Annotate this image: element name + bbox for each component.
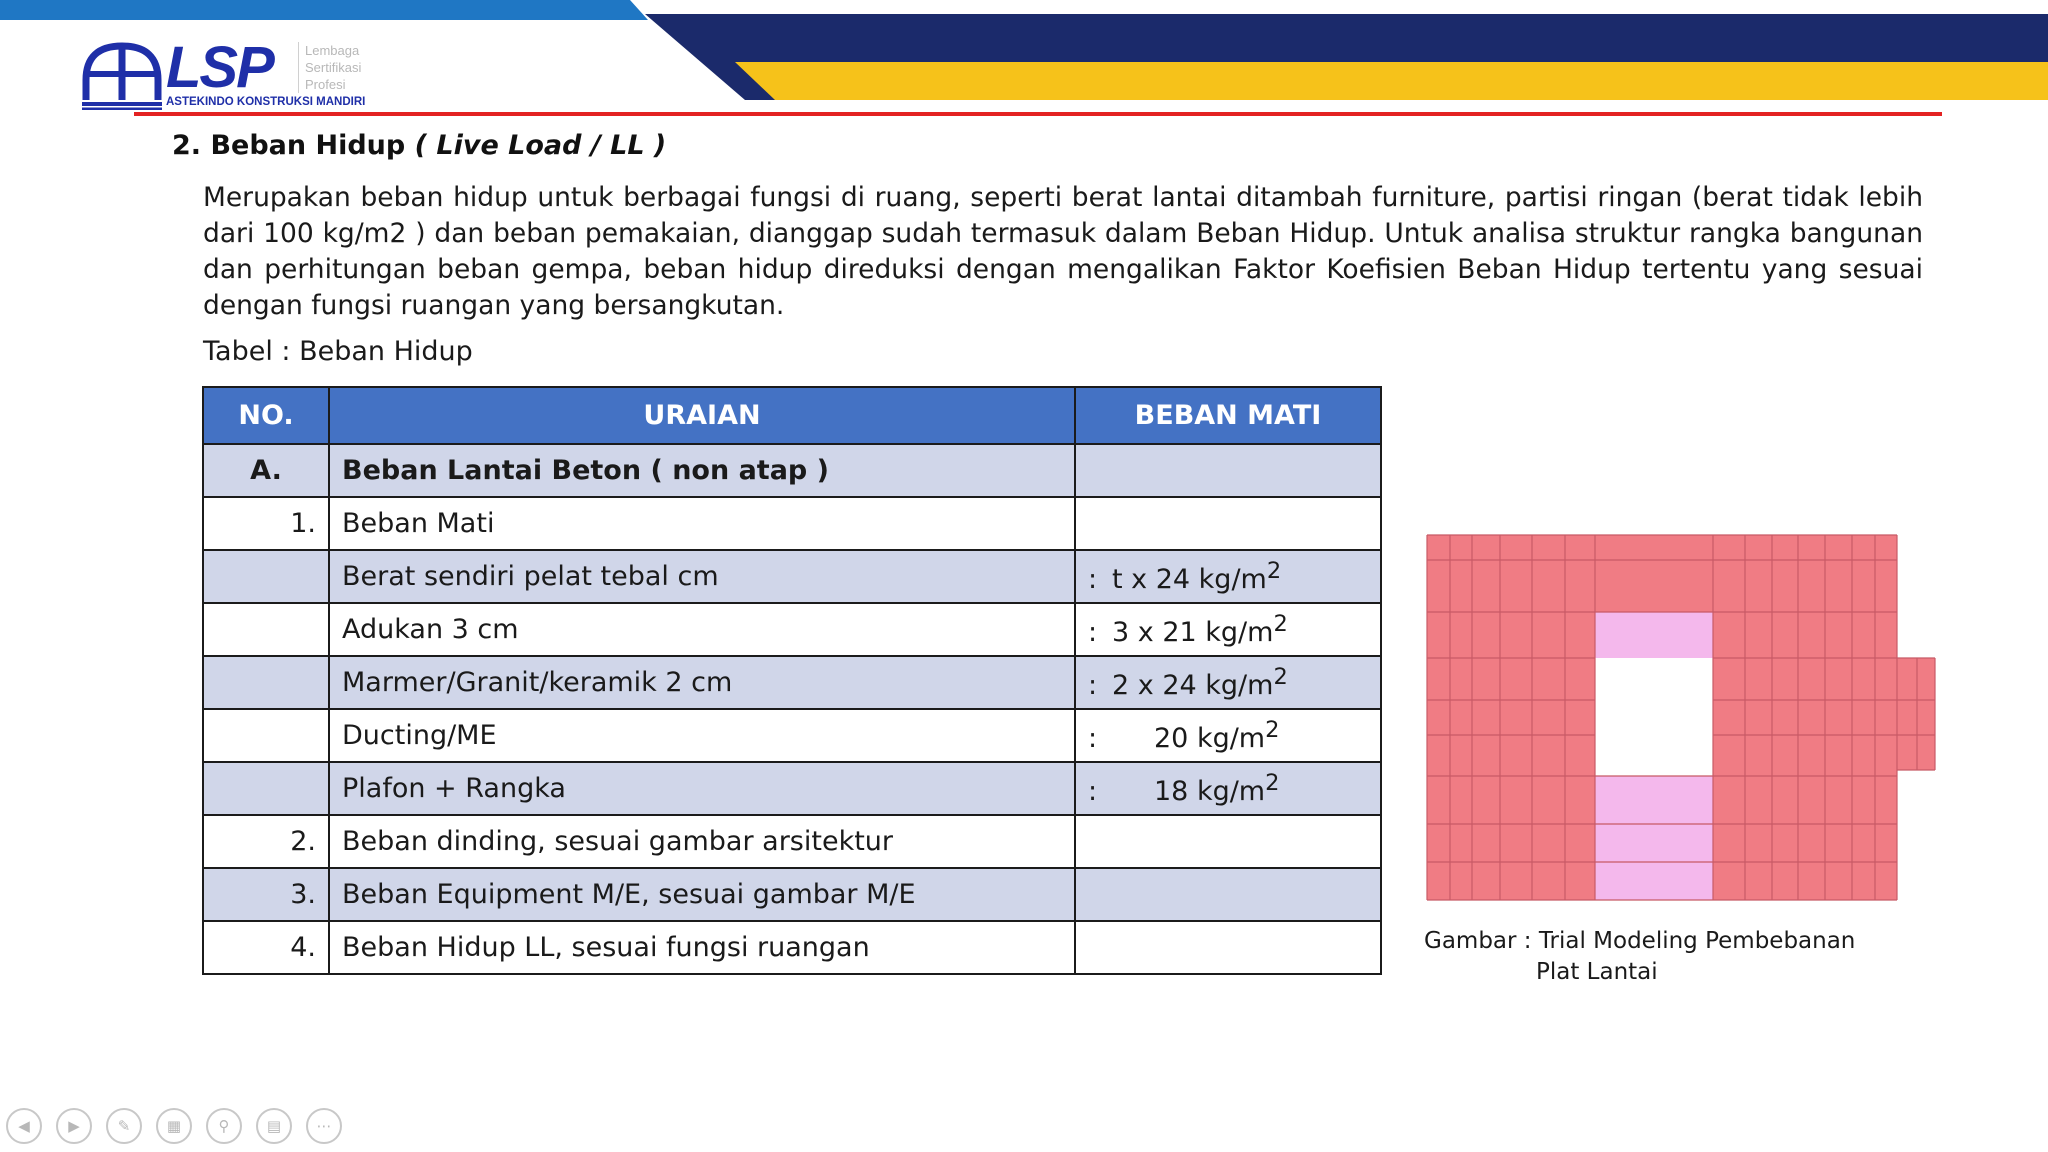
slides-icon[interactable]: ▦ — [156, 1108, 192, 1144]
pink-slab-panel — [1595, 824, 1713, 862]
zoom-icon[interactable]: ⚲ — [206, 1108, 242, 1144]
live-load-table — [202, 386, 1382, 975]
table-row: Adukan 3 cm : 3 x 21 $kg/m^2$ — [203, 603, 1381, 656]
lsp-logo — [80, 35, 380, 114]
pink-slab-panel — [1595, 612, 1713, 658]
header-beban: BEBAN MATI — [1075, 387, 1381, 444]
prev-icon[interactable]: ◀ — [6, 1108, 42, 1144]
table-caption: Tabel : Beban Hidup — [203, 336, 473, 367]
header-blue-stripe — [0, 0, 648, 20]
table-row: 1. Beban Mati — [203, 497, 1381, 550]
table-row: Ducting/ME : 20 $kg/m^2$ — [203, 709, 1381, 762]
header-divider — [134, 112, 1942, 116]
table-header-row — [203, 387, 1381, 444]
section-title: 2. Beban Hidup ( Live Load / LL ) — [172, 130, 667, 161]
pen-icon[interactable]: ✎ — [106, 1108, 142, 1144]
table-row: 2. Beban dinding, sesuai gambar arsitektur — [203, 815, 1381, 868]
figure-caption: Gambar : Trial Modeling Pembebanan Plat Lantai — [1424, 928, 1856, 985]
slab-grid — [1427, 535, 1935, 900]
subtitle-icon[interactable]: ▤ — [256, 1108, 292, 1144]
intro-paragraph: Merupakan beban hidup untuk berbagai fungsi di ruang, seperti berat lantai ditambah furniture, partisi ringan (berat tidak lebih dari 100 kg/m2 ) dan beban pemakaian, dianggap sudah termasuk dalam Beban Hidup. Untuk analisa struktur rangka bangunan dan perhitungan beban gempa, beban hidup direduksi dengan mengalikan Faktor Koefisien Beban Hidup tertentu yang sesuai dengan fungsi ruangan yang bersangkutan. — [203, 182, 1923, 321]
table-row: Berat sendiri pelat tebal cm : t x 24 $kg/m^2$ — [203, 550, 1381, 603]
slab-opening — [1595, 658, 1713, 776]
table-row: A. Beban Lantai Beton ( non atap ) — [203, 444, 1381, 497]
logo-org-name: ASTEKINDO KONSTRUKSI MANDIRI — [166, 96, 366, 108]
header-gold-band — [735, 62, 2048, 100]
table-row: Plafon + Rangka : 18 $kg/m^2$ — [203, 762, 1381, 815]
logo-arch-icon — [80, 40, 164, 110]
logo-side-text: Lembaga Sertifikasi Profesi — [298, 42, 361, 93]
table-row: 3. Beban Equipment M/E, sesuai gambar M/E — [203, 868, 1381, 921]
logo-text: LSP — [166, 35, 273, 100]
header-uraian: URAIAN — [329, 387, 1075, 444]
table-row: Marmer/Granit/keramik 2 cm : 2 x 24 $kg/m^2$ — [203, 656, 1381, 709]
next-icon[interactable]: ▶ — [56, 1108, 92, 1144]
slab-loading-model-figure — [1420, 530, 1948, 910]
pink-slab-panel — [1595, 776, 1713, 824]
pink-slab-panel — [1595, 862, 1713, 900]
table-row: 4. Beban Hidup LL, sesuai fungsi ruangan — [203, 921, 1381, 974]
header-no: NO. — [203, 387, 329, 444]
more-icon[interactable]: ⋯ — [306, 1108, 342, 1144]
